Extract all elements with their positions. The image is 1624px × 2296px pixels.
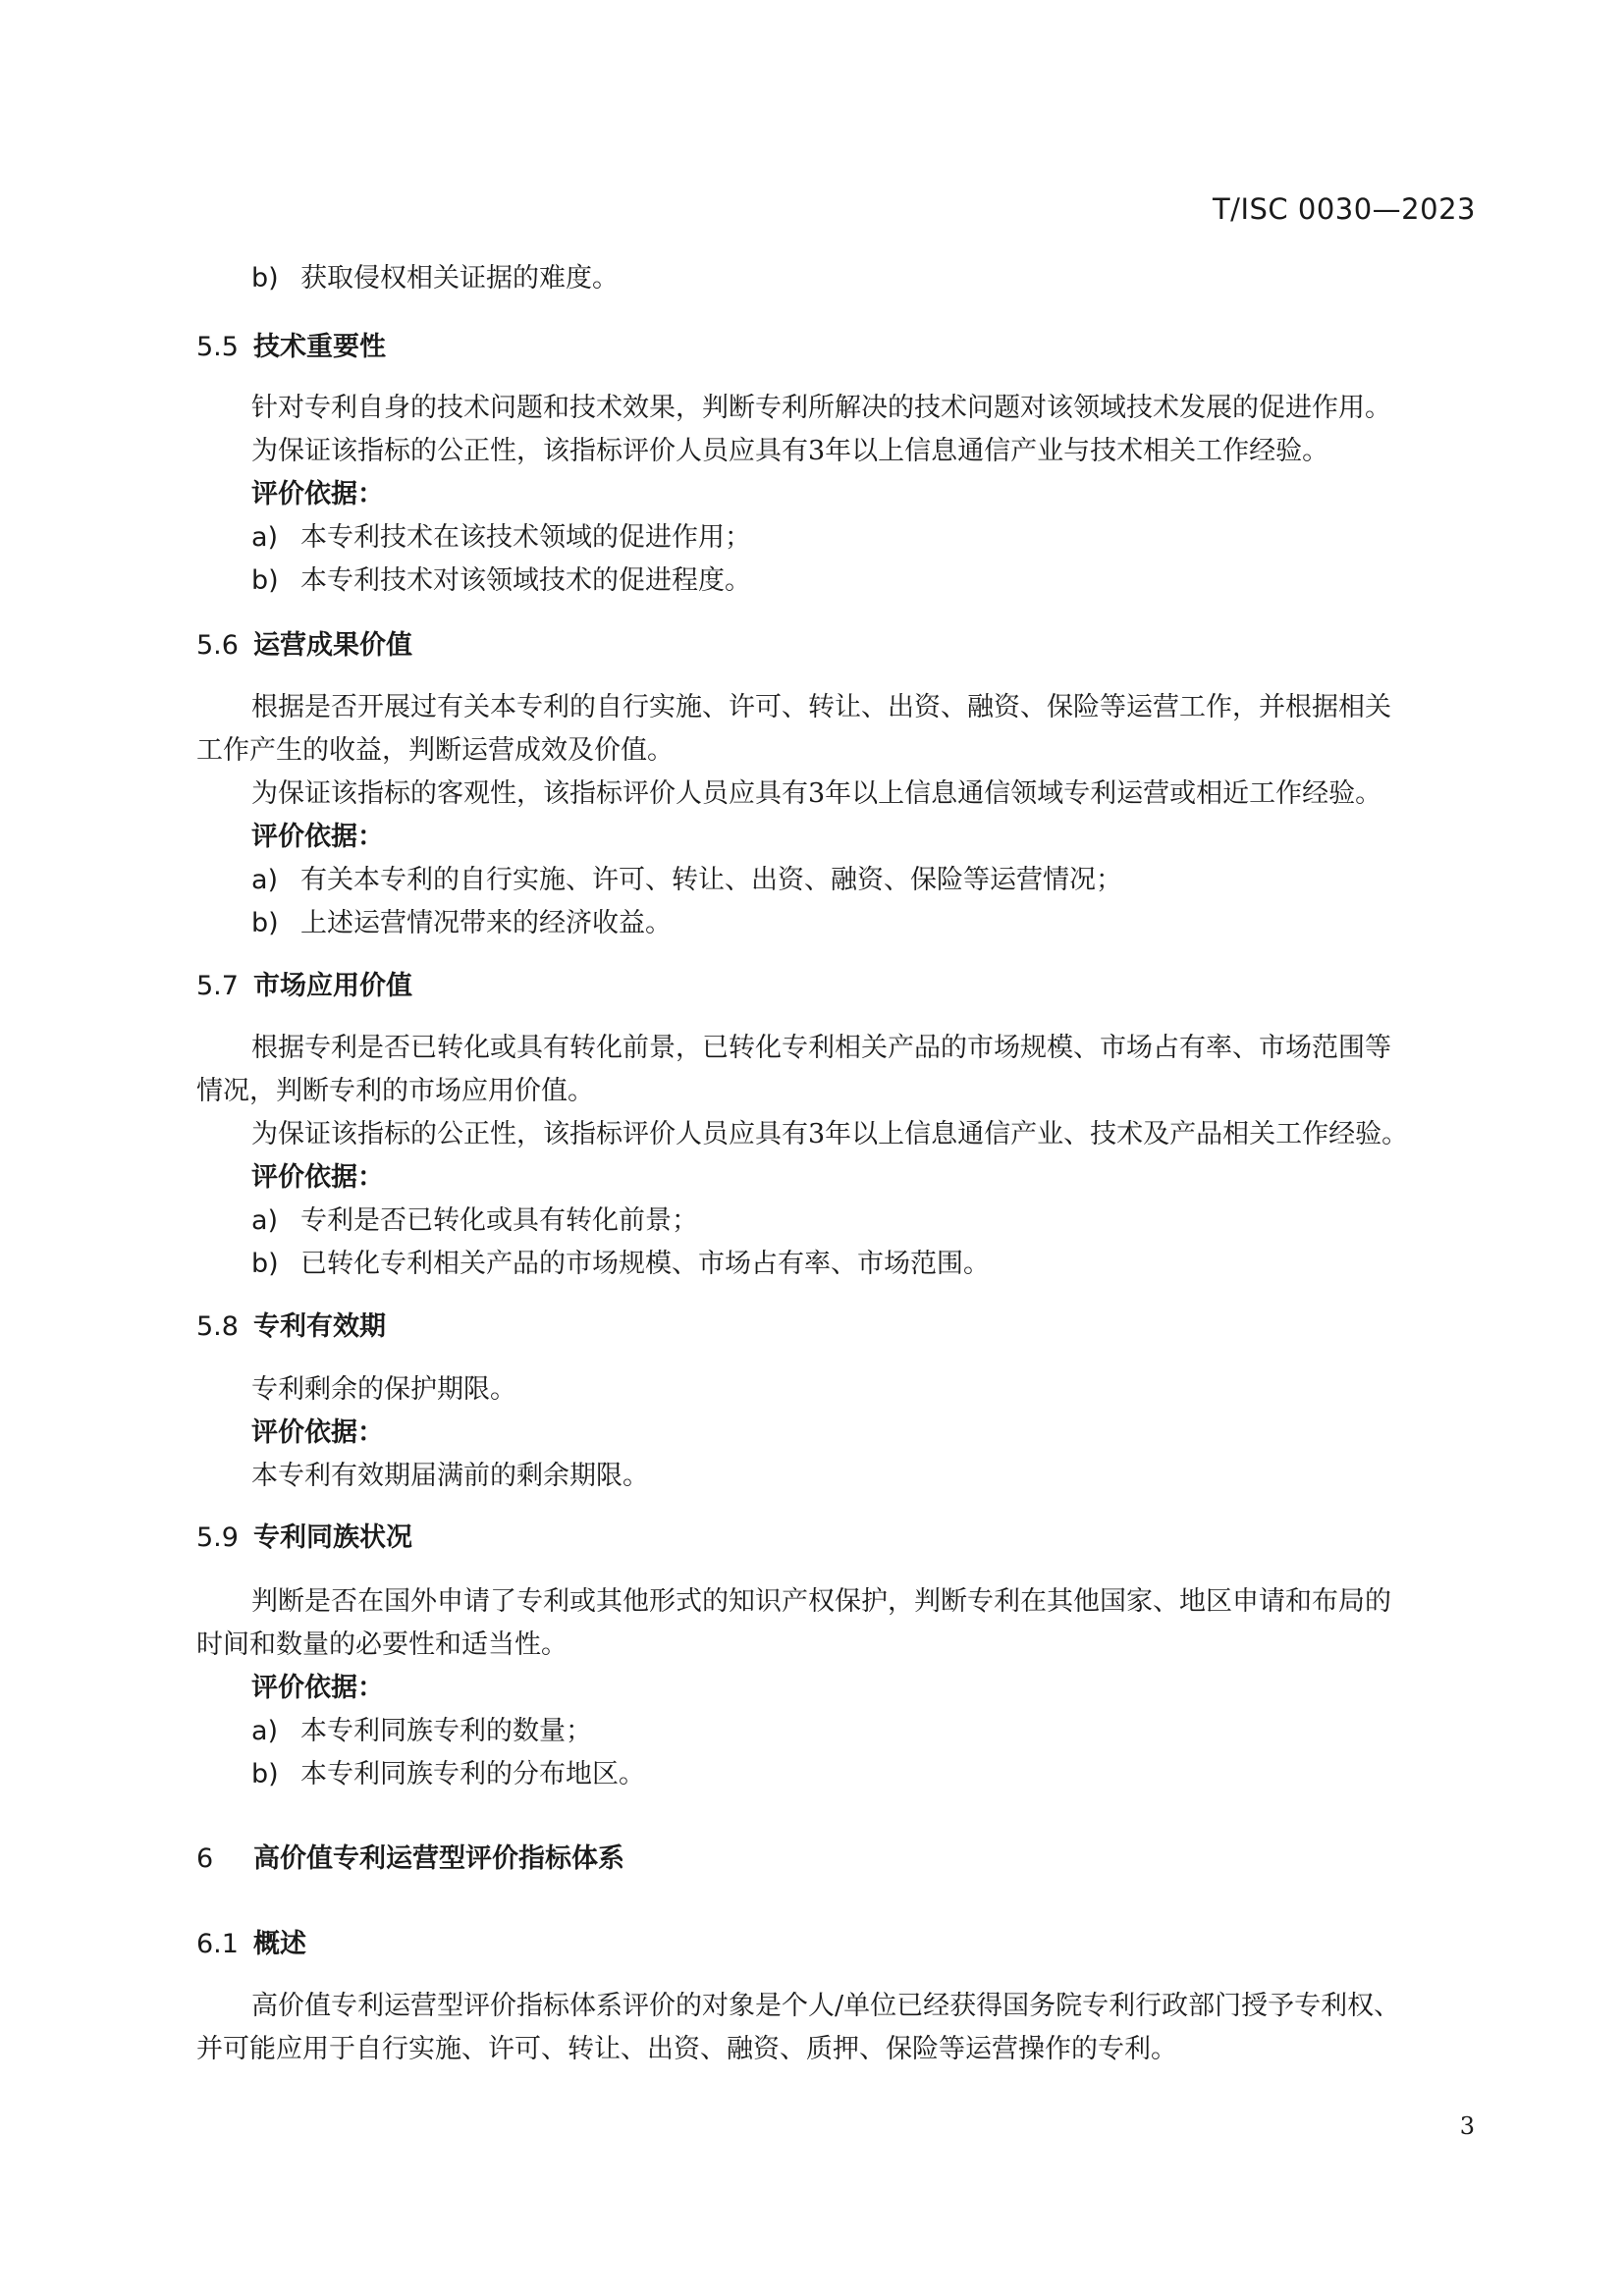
- paragraph: 高价值专利运营型评价指标体系评价的对象是个人/单位已经获得国务院专利行政部门授予专利权、: [251, 1991, 1401, 2021]
- paragraph-continuation: 并可能应用于自行实施、许可、转让、出资、融资、质押、保险等运营操作的专利。: [196, 2034, 1177, 2064]
- paragraph: 本专利有效期届满前的剩余期限。: [251, 1461, 649, 1491]
- paragraph: 根据是否开展过有关本专利的自行实施、许可、转让、出资、融资、保险等运营工作，并根据相关: [251, 692, 1391, 722]
- paragraph-continuation: 情况，判断专利的市场应用价值。: [196, 1076, 594, 1106]
- section-heading: [196, 628, 412, 664]
- list-item: [251, 1757, 645, 1792]
- list-item-text: 本专利同族专利的分布地区。: [300, 1759, 645, 1789]
- evaluation-basis-label: 评价依据：: [251, 1673, 384, 1703]
- paragraph: 针对专利自身的技术问题和技术效果，判断专利所解决的技术问题对该领域技术发展的促进作用。: [251, 393, 1391, 423]
- heading-title: 高价值专利运营型评价指标体系: [253, 1843, 624, 1874]
- heading-number: 5.7: [196, 971, 239, 1001]
- list-item-text: 获取侵权相关证据的难度。: [300, 263, 619, 294]
- section-heading: [196, 1309, 386, 1345]
- section-heading: [196, 1521, 412, 1556]
- list-item: [251, 563, 751, 599]
- list-item-marker: b): [251, 1249, 279, 1279]
- list-item-text: 本专利技术在该技术领域的促进作用；: [300, 522, 751, 553]
- evaluation-basis-label: 评价依据：: [251, 822, 384, 852]
- section-heading: [196, 330, 386, 365]
- list-item-text: 上述运营情况带来的经济收益。: [300, 908, 672, 938]
- heading-number: 5.5: [196, 332, 239, 362]
- heading-title: 市场应用价值: [253, 971, 412, 1001]
- list-item: [251, 520, 751, 556]
- list-item-marker: b): [251, 1759, 279, 1789]
- list-item: [251, 1714, 592, 1749]
- evaluation-basis-label: 评价依据：: [251, 1162, 384, 1193]
- page-number: 3: [1459, 2112, 1475, 2140]
- list-item: [251, 863, 1122, 898]
- heading-number: 5.6: [196, 630, 239, 661]
- list-item-marker: b): [251, 908, 279, 938]
- list-item: [251, 906, 672, 941]
- list-item: [251, 1247, 990, 1282]
- heading-number: 5.9: [196, 1522, 239, 1553]
- heading-title: 运营成果价值: [253, 630, 412, 661]
- list-item-marker: b): [251, 565, 279, 596]
- heading-title: 专利同族状况: [253, 1522, 412, 1553]
- paragraph: 为保证该指标的公正性，该指标评价人员应具有3年以上信息通信产业与技术相关工作经验。: [251, 436, 1329, 466]
- list-item-text: 本专利同族专利的数量；: [300, 1716, 592, 1746]
- heading-title: 专利有效期: [253, 1311, 386, 1342]
- heading-number: 5.8: [196, 1311, 239, 1342]
- document-code: T/ISC 0030—2023: [1212, 192, 1476, 226]
- heading-title: 技术重要性: [253, 332, 386, 362]
- list-item-text: 有关本专利的自行实施、许可、转让、出资、融资、保险等运营情况；: [300, 865, 1122, 895]
- paragraph: 专利剩余的保护期限。: [251, 1374, 516, 1405]
- list-item-marker: a): [251, 865, 279, 895]
- paragraph: 为保证该指标的客观性，该指标评价人员应具有3年以上信息通信领域专利运营或相近工作经验。: [251, 778, 1382, 809]
- evaluation-basis-label: 评价依据：: [251, 1417, 384, 1448]
- chapter-heading: [196, 1842, 624, 1877]
- list-item-marker: a): [251, 1716, 279, 1746]
- list-item-text: 本专利技术对该领域技术的促进程度。: [300, 565, 751, 596]
- list-item: [251, 261, 619, 296]
- list-item-marker: b): [251, 263, 279, 294]
- heading-title: 概述: [253, 1929, 306, 1959]
- heading-number: 6: [196, 1843, 214, 1874]
- list-item-text: 已转化专利相关产品的市场规模、市场占有率、市场范围。: [300, 1249, 990, 1279]
- list-item-text: 专利是否已转化或具有转化前景；: [300, 1205, 698, 1236]
- paragraph-continuation: 工作产生的收益，判断运营成效及价值。: [196, 735, 674, 766]
- list-item-marker: a): [251, 1205, 279, 1236]
- heading-number: 6.1: [196, 1929, 239, 1959]
- evaluation-basis-label: 评价依据：: [251, 479, 384, 509]
- list-item-marker: a): [251, 522, 279, 553]
- paragraph-continuation: 时间和数量的必要性和适当性。: [196, 1629, 568, 1660]
- paragraph: 根据专利是否已转化或具有转化前景，已转化专利相关产品的市场规模、市场占有率、市场范围等: [251, 1033, 1391, 1063]
- section-heading: [196, 969, 412, 1004]
- section-heading: [196, 1927, 306, 1962]
- list-item: [251, 1203, 698, 1239]
- paragraph: 为保证该指标的公正性，该指标评价人员应具有3年以上信息通信产业、技术及产品相关工作经验。: [251, 1119, 1409, 1149]
- paragraph: 判断是否在国外申请了专利或其他形式的知识产权保护，判断专利在其他国家、地区申请和布局的: [251, 1586, 1391, 1617]
